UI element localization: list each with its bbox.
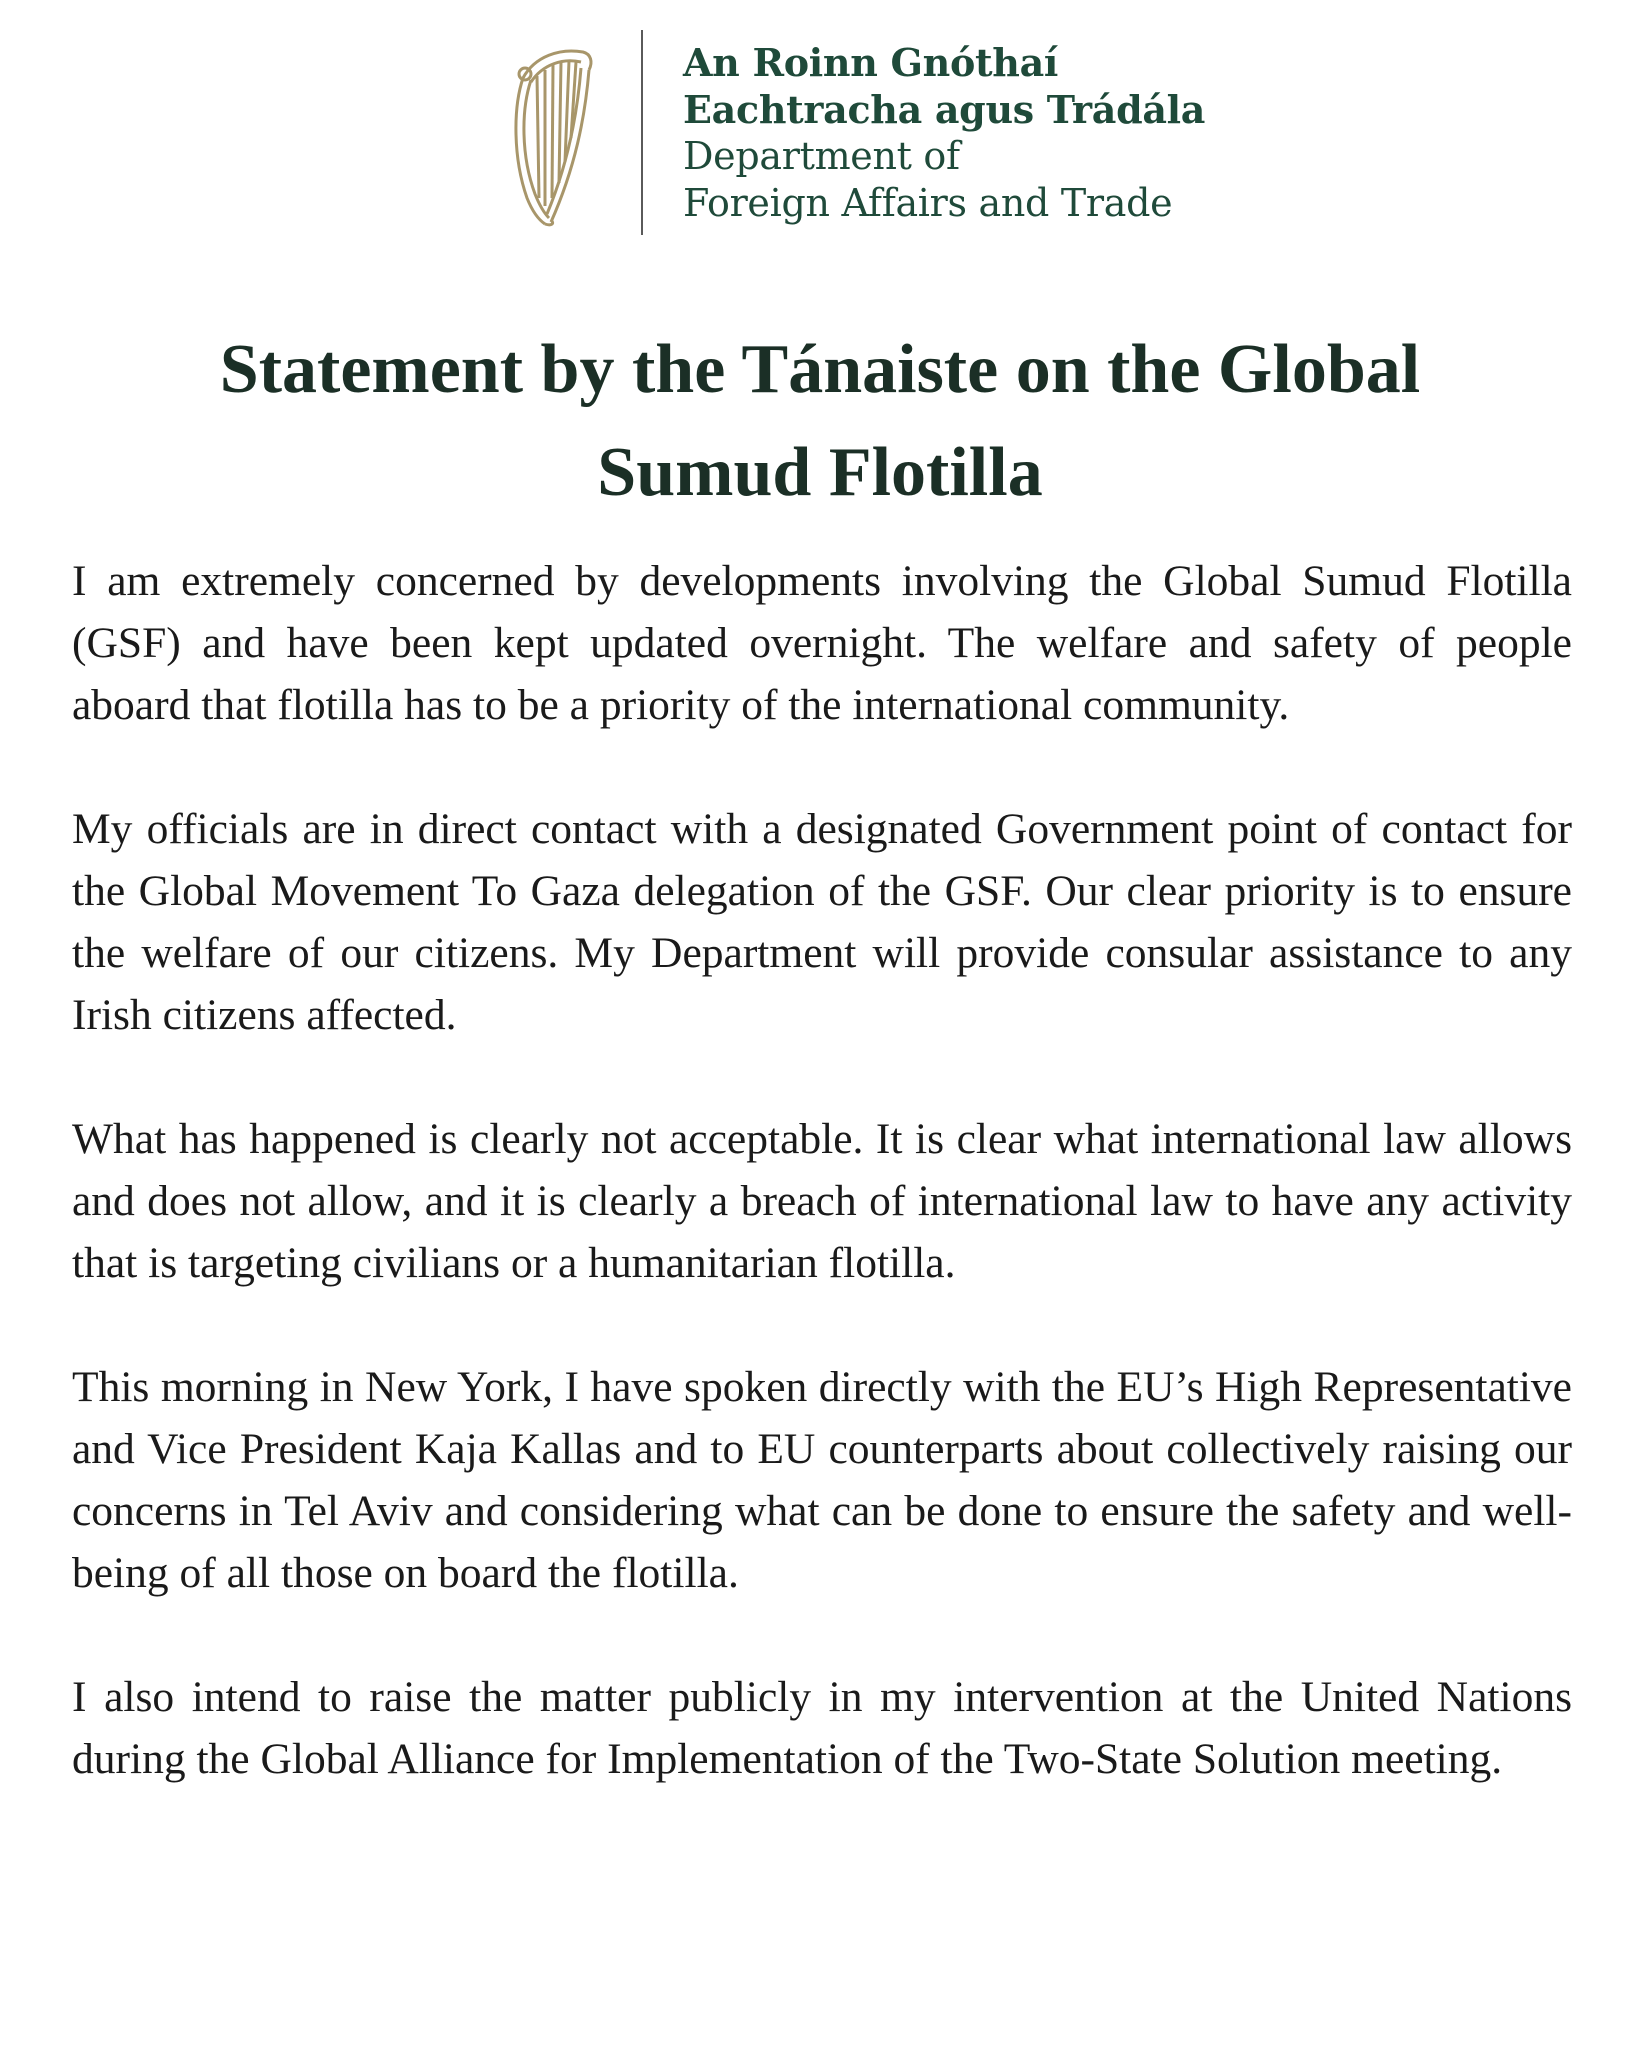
department-header xyxy=(505,30,1205,235)
department-name xyxy=(683,39,1205,227)
harp-logo-icon xyxy=(505,38,597,228)
department-name-english-line1: Department of xyxy=(683,133,960,178)
paragraph: What has happened is clearly not acceptable. It is clear what international law allows and does not allow, and it is clearly a breach of international law to have any activity that is targeting civilians or a humanitarian flotilla. xyxy=(72,1115,1572,1287)
department-name-irish-line1: An Roinn Gnóthaí xyxy=(683,39,1059,85)
paragraph: My officials are in direct contact with a designated Government point of contact for the Global Movement To Gaza delegation of the GSF. Our clear priority is to ensure the welfare of our citizens. My Department will provide consular assistance to any Irish citizens affected. xyxy=(72,805,1572,1039)
paragraph: I am extremely concerned by developments involving the Global Sumud Flotilla (GSF) and have been kept updated overnight. The welfare and safety of people aboard that flotilla has to be a priority of the international community. xyxy=(72,557,1572,729)
department-name-irish-line2: Eachtracha agus Trádála xyxy=(683,86,1206,132)
statement-title-line2: Sumud Flotilla xyxy=(597,434,1043,511)
statement-title xyxy=(60,318,1580,524)
statement-body xyxy=(72,550,1572,1852)
paragraph: This morning in New York, I have spoken directly with the EU’s High Representative and Vice President Kaja Kallas and to EU counterparts about collectively raising our concerns in Tel Aviv and considering what can be done to ensure the safety and well-being of all those on board the flotilla. xyxy=(72,1363,1572,1597)
statement-title-line1: Statement by the Tánaiste on the Global xyxy=(219,331,1421,408)
header-divider xyxy=(641,30,643,235)
paragraph: I also intend to raise the matter publicly in my intervention at the United Nations during the Global Alliance for Implementation of the Two-State Solution meeting. xyxy=(72,1673,1572,1783)
department-name-english-line2: Foreign Affairs and Trade xyxy=(683,180,1173,225)
